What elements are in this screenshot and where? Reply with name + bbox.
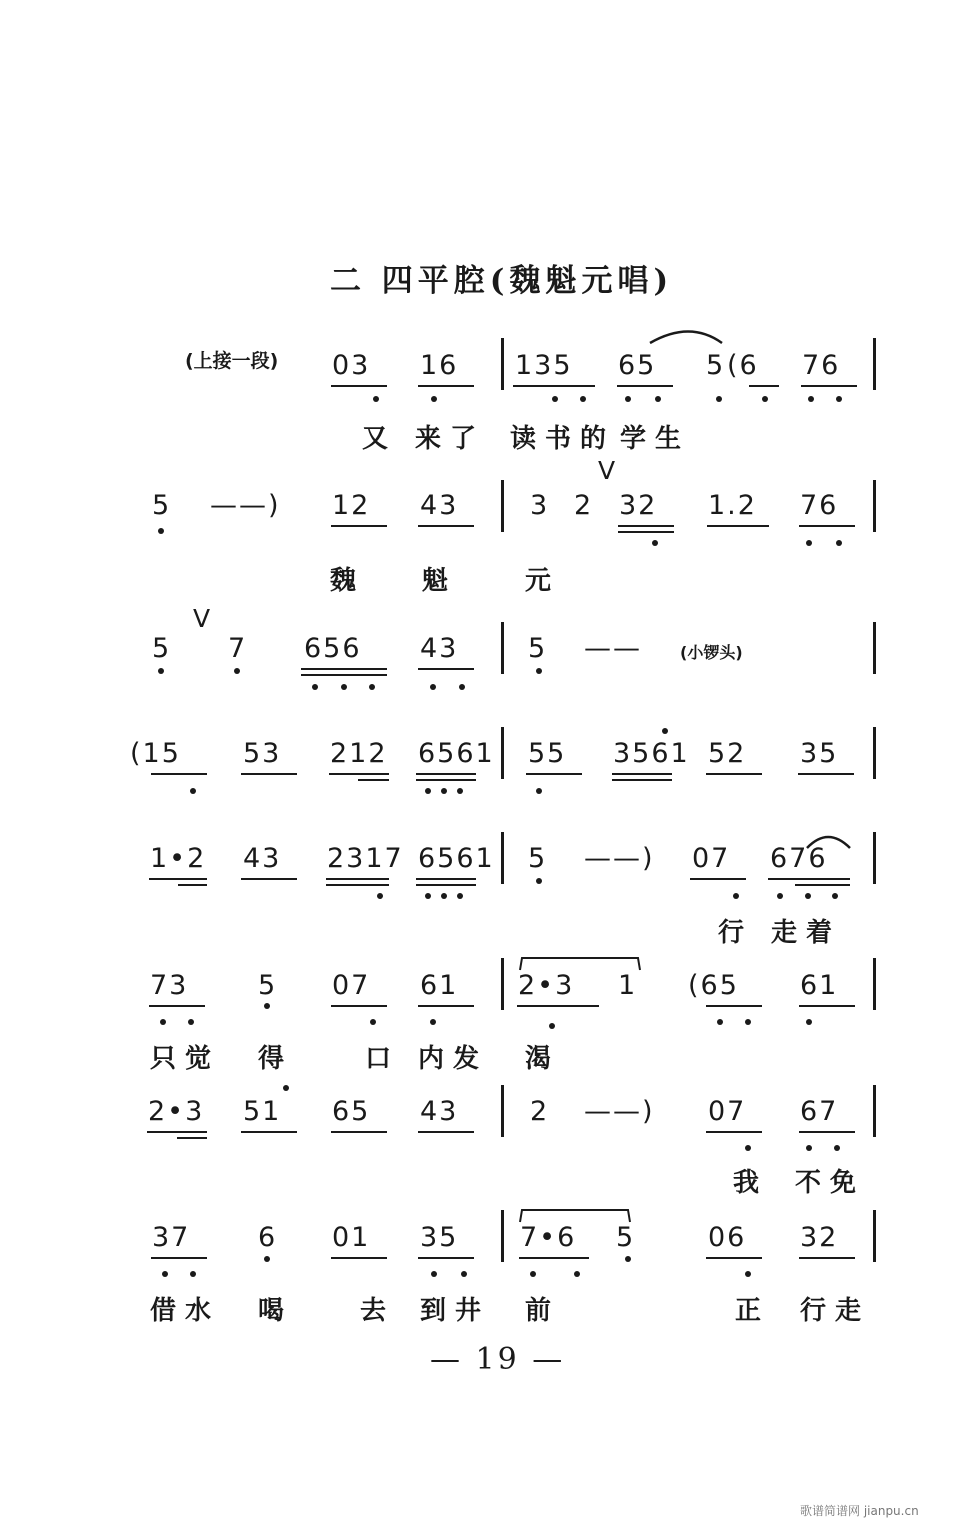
page-number: — 19 —	[430, 1342, 566, 1377]
lyric: 口	[365, 1044, 401, 1074]
bracket	[520, 958, 640, 970]
note-group: 6561	[418, 738, 495, 769]
note-group: 212	[330, 738, 388, 769]
note-group: ——)	[210, 490, 281, 521]
note-group: 2•3	[148, 1096, 205, 1127]
note-group: 43	[420, 490, 459, 521]
note-group: 52	[708, 738, 747, 769]
note-group: 51	[243, 1096, 282, 1127]
note-group: 37	[152, 1222, 191, 1253]
note-group: 43	[420, 1096, 459, 1127]
note-group: 5	[258, 970, 278, 1001]
lyric: 行走	[800, 1296, 871, 1326]
note-group: 32	[800, 1222, 839, 1253]
note-group: 35	[420, 1222, 459, 1253]
note-group: 35	[800, 738, 839, 769]
note-group: 07	[332, 970, 371, 1001]
note-group: 32	[619, 490, 658, 521]
lyric: 又 来了	[362, 424, 486, 454]
note-group: 5	[152, 633, 172, 664]
note-group: 6	[258, 1222, 278, 1253]
note-group: 2•3	[518, 970, 575, 1001]
watermark: 歌谱简谱网 jianpu.cn	[800, 1504, 919, 1518]
note-group: 12	[332, 490, 371, 521]
page-title: 二 四平腔(魏魁元唱)	[330, 263, 674, 299]
note-group: 1•2	[150, 843, 207, 874]
note-group: (15	[130, 738, 181, 769]
note-group: (65	[688, 970, 739, 1001]
note-group: 5	[528, 633, 548, 664]
note-group: 07	[692, 843, 731, 874]
note-group: 3561	[613, 738, 690, 769]
note-group: 67	[800, 1096, 839, 1127]
note-group: 07	[708, 1096, 747, 1127]
note-group: 61	[800, 970, 839, 1001]
percussion-cue: (小锣头)	[680, 643, 743, 662]
lyric: 不免	[795, 1168, 866, 1198]
note-group: 135	[515, 350, 573, 381]
lyric: 只觉	[150, 1044, 221, 1074]
lyric: 我	[733, 1168, 769, 1198]
continuation-note: (上接一段)	[185, 350, 279, 372]
note-group: 43	[420, 633, 459, 664]
note-group: 7•6	[520, 1222, 577, 1253]
note-group: 76	[802, 350, 841, 381]
note-group: 3	[530, 490, 550, 521]
note-group: 2	[530, 1096, 550, 1127]
lyric: 去	[360, 1296, 396, 1326]
note-group: 5	[616, 1222, 636, 1253]
lyric: 得	[258, 1044, 294, 1074]
note-group: 5	[152, 490, 172, 521]
note-group: 2317	[327, 843, 404, 874]
note-group: (6	[727, 350, 759, 381]
lyric: 借水	[150, 1296, 221, 1326]
lyric: 魁	[422, 566, 458, 596]
lyric: 魏	[330, 566, 366, 596]
note-group: 01	[332, 1222, 371, 1253]
note-group: 656	[304, 633, 362, 664]
note-group: 53	[243, 738, 282, 769]
note-group: 61	[420, 970, 459, 1001]
lyric: 前	[525, 1296, 561, 1326]
note-group: 6561	[418, 843, 495, 874]
breath-mark-icon: V	[193, 604, 211, 633]
note-group: ——)	[584, 843, 655, 874]
lyric: 读书的	[510, 424, 616, 454]
note-group: 1.2	[708, 490, 757, 521]
lyric: 正	[735, 1296, 771, 1326]
note-group: 06	[708, 1222, 747, 1253]
lyric: 喝	[258, 1296, 294, 1326]
lyric: 元	[525, 566, 561, 596]
note-group: 676	[770, 843, 828, 874]
lyric: 到井	[420, 1296, 491, 1326]
note-group: 5	[706, 350, 726, 381]
lyric: 渴	[525, 1044, 561, 1074]
note-group: 16	[420, 350, 459, 381]
breath-mark-icon: V	[598, 456, 616, 485]
lyric: 学生	[620, 424, 691, 454]
note-group: 73	[150, 970, 189, 1001]
note-group: 55	[528, 738, 567, 769]
note-group: 65	[332, 1096, 371, 1127]
note-group: 1	[618, 970, 638, 1001]
slur	[650, 332, 722, 344]
lyric: 内发	[418, 1044, 489, 1074]
note-group: 5	[528, 843, 548, 874]
lyric: 行 走着	[718, 918, 842, 948]
note-group: 43	[243, 843, 282, 874]
note-group: 65	[618, 350, 657, 381]
note-group: 2	[574, 490, 594, 521]
note-group: 03	[332, 350, 371, 381]
bracket	[520, 1210, 630, 1222]
slur	[807, 837, 850, 848]
note-group: 7	[228, 633, 248, 664]
note-group: 76	[800, 490, 839, 521]
note-group: ——	[584, 633, 642, 664]
note-group: ——)	[584, 1096, 655, 1127]
